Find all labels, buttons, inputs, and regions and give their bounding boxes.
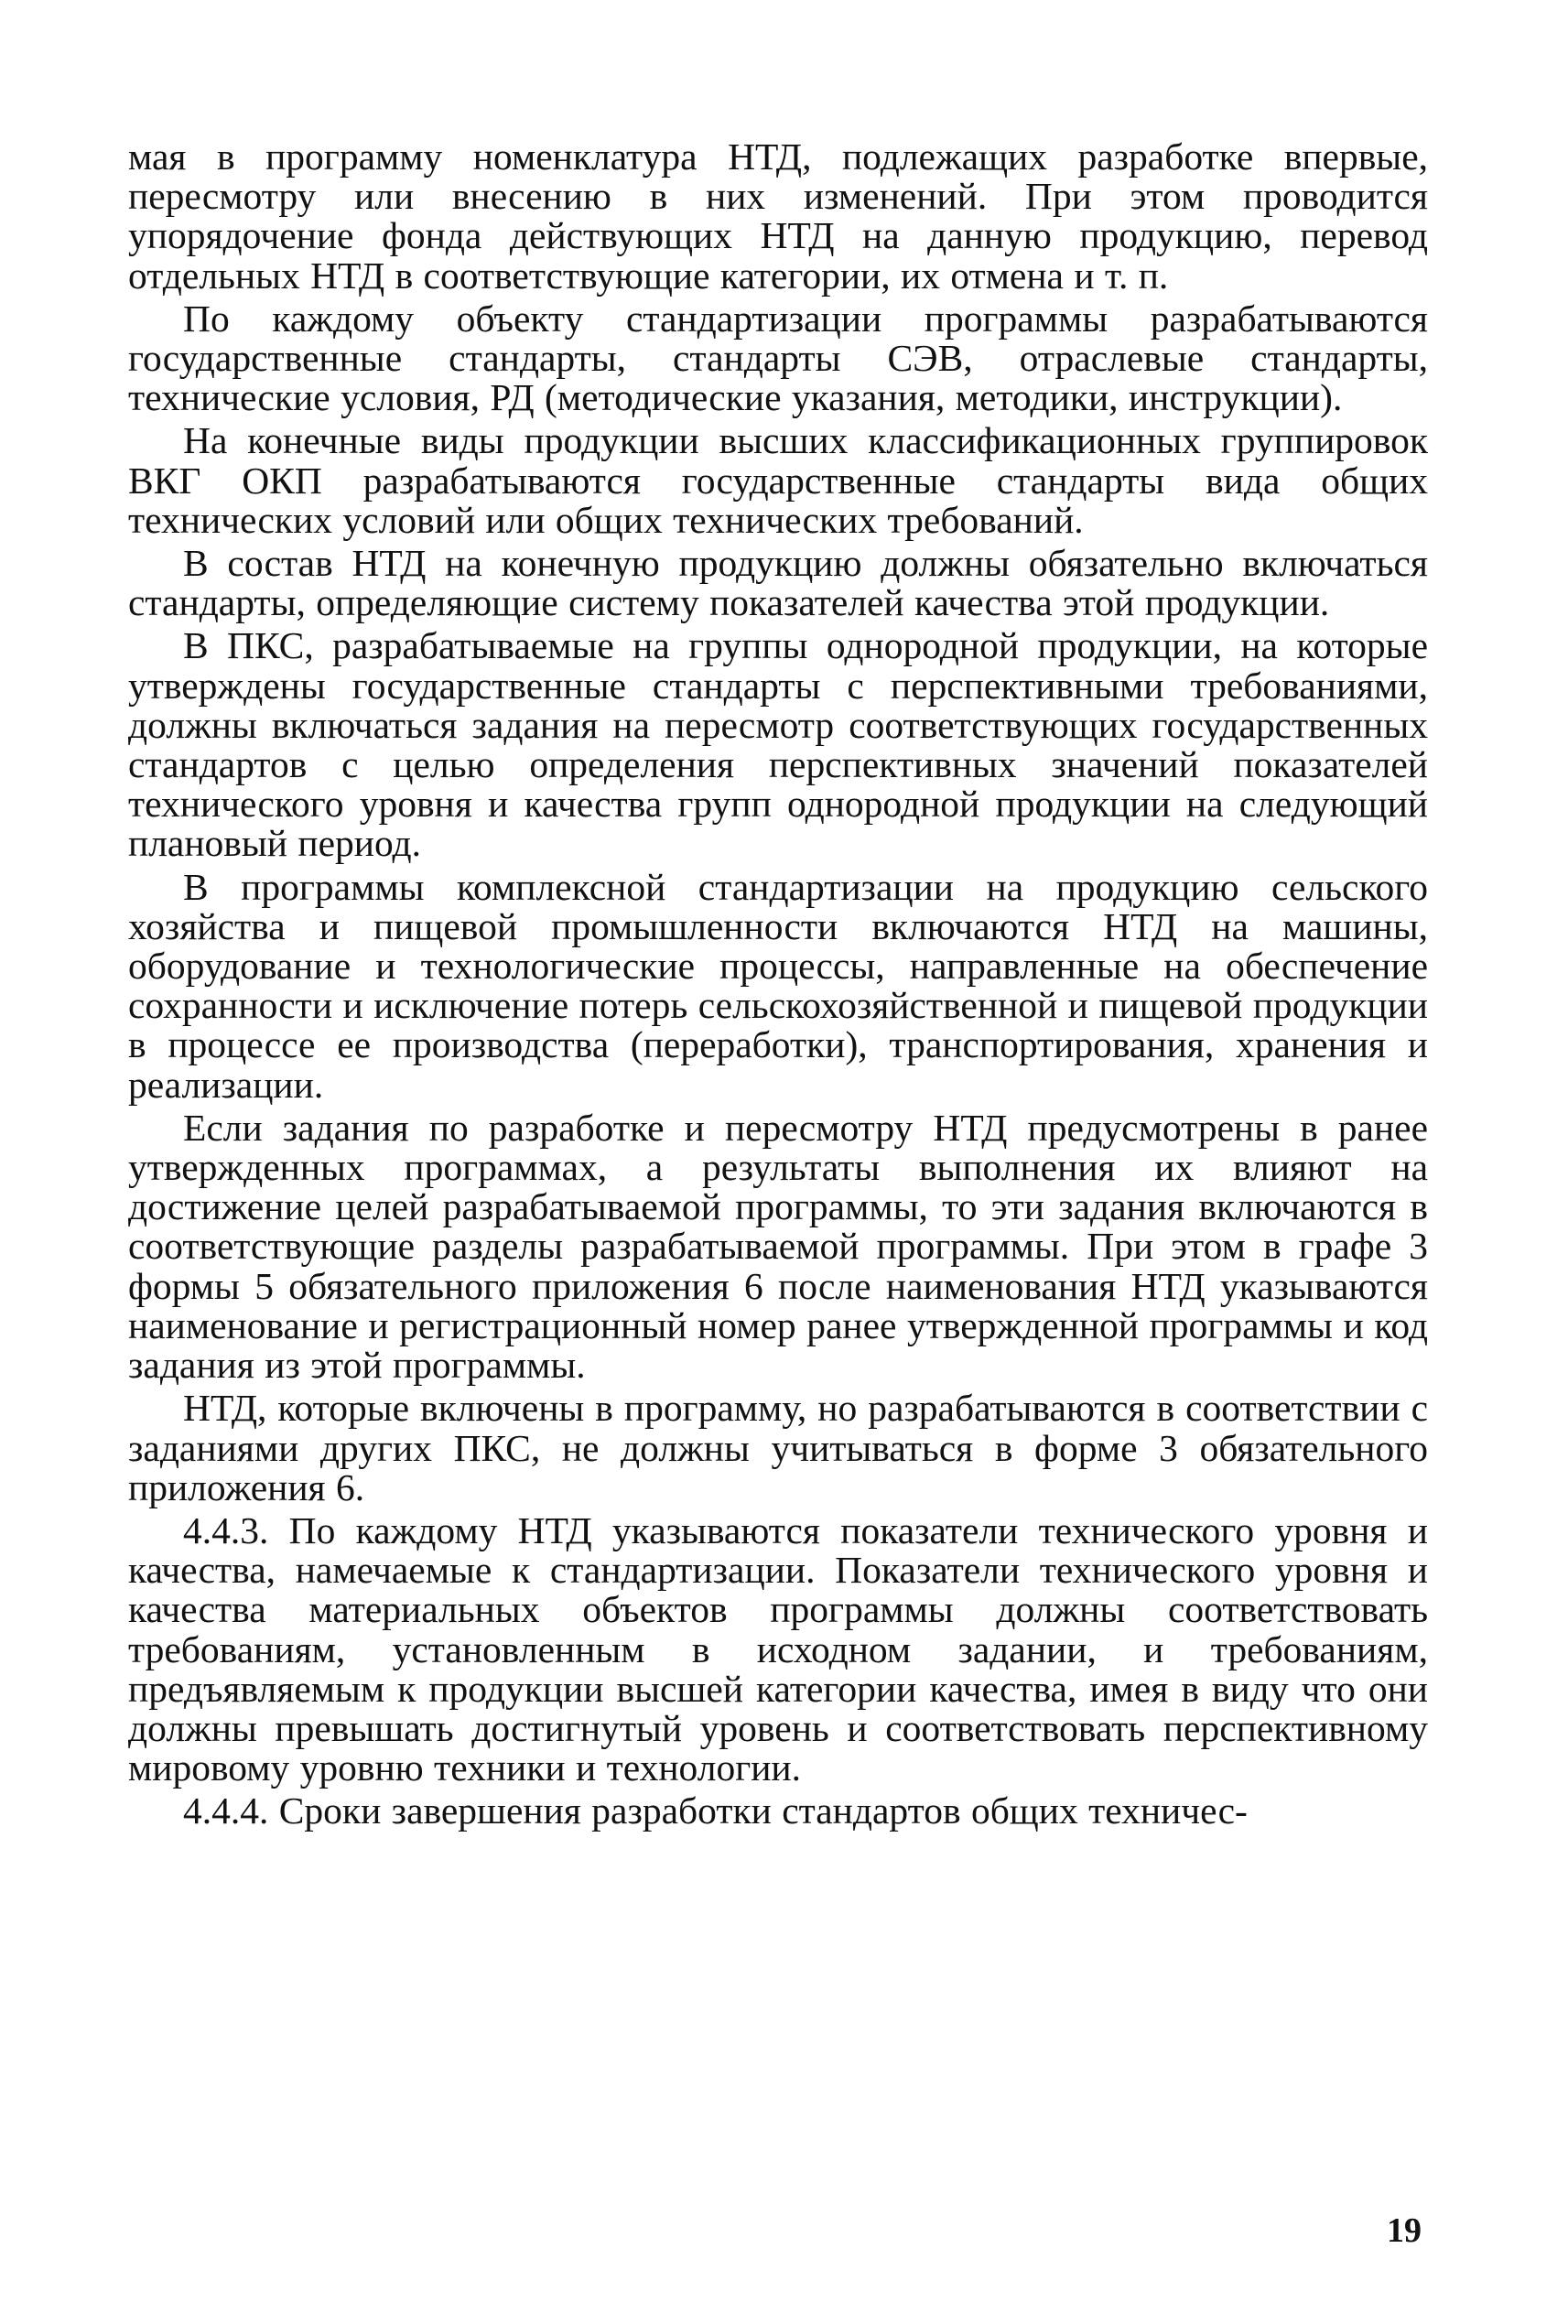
paragraph-10: 4.4.4. Сроки завершения разработки стандартов общих техничес- (183, 1789, 1248, 1832)
paragraph-1: мая в программу номенклатура НТД, подлежащих разработке впервые, пересмотру или внесению в них изменений. При этом проводится упорядочение фонда действующих НТД на данную продукцию, перевод отдельных НТД в соответствующие категории, их отмена и т. п. (128, 135, 1428, 297)
page-number: 19 (1387, 2211, 1422, 2250)
paragraph-2: По каждому объекту стандартизации программы разрабатываются государственные стандарты, стандарты СЭВ, отраслевые стандарты, технические условия, РД (методические указания, методики, инструкции). (128, 297, 1428, 419)
paragraph-4: В состав НТД на конечную продукцию должны обязательно включаться стандарты, определяющие систему показателей качества этой продукции. (128, 542, 1428, 624)
paragraph-6: В программы комплексной стандартизации на продукцию сельского хозяйства и пищевой промышленности включаются НТД на машины, оборудование и технологические процессы, направленные на обеспечение сохранности и исключение потерь сельскохозяйственной и пищевой продукции в процессе ее производства (переработки), транспортирования, хранения и реализации. (128, 865, 1428, 1106)
page-body (128, 137, 1428, 1832)
paragraph-5: В ПКС, разрабатываемые на группы однородной продукции, на которые утверждены государственные стандарты с перспективными требованиями, должны включаться задания на пересмотр соответствующих государственных стандартов с целью определения перспективных значений показателей технического уровня и качества групп однородной продукции на следующий плановый период. (128, 624, 1428, 865)
paragraph-8: НТД, которые включены в программу, но разрабатываются в соответствии с заданиями других ПКС, не должны учитываться в форме 3 обязательного приложения 6. (128, 1387, 1428, 1508)
paragraph-9: 4.4.3. По каждому НТД указываются показатели технического уровня и качества, намечаемые к стандартизации. Показатели технического уровня и качества материальных объектов программы должны соответствовать требованиям, установленным в исходном задании, и требованиям, предъявляемым к продукции высшей категории качества, имея в виду что они должны превышать достигнутый уровень и соответствовать перспективному мировому уровню техники и технологии. (128, 1508, 1428, 1789)
paragraph-7: Если задания по разработке и пересмотру НТД предусмотрены в ранее утвержденных программах, а результаты выполнения их влияют на достижение целей разрабатываемой программы, то эти задания включаются в соответствующие разделы разрабатываемой программы. При этом в графе 3 формы 5 обязательного приложения 6 после наименования НТД указываются наименование и регистрационный номер ранее утвержденной программы и код задания из этой программы. (128, 1106, 1428, 1387)
paragraph-3: На конечные виды продукции высших классификационных группировок ВКГ ОКП разрабатываются государственные стандарты вида общих технических условий или общих технических требований. (128, 419, 1428, 541)
